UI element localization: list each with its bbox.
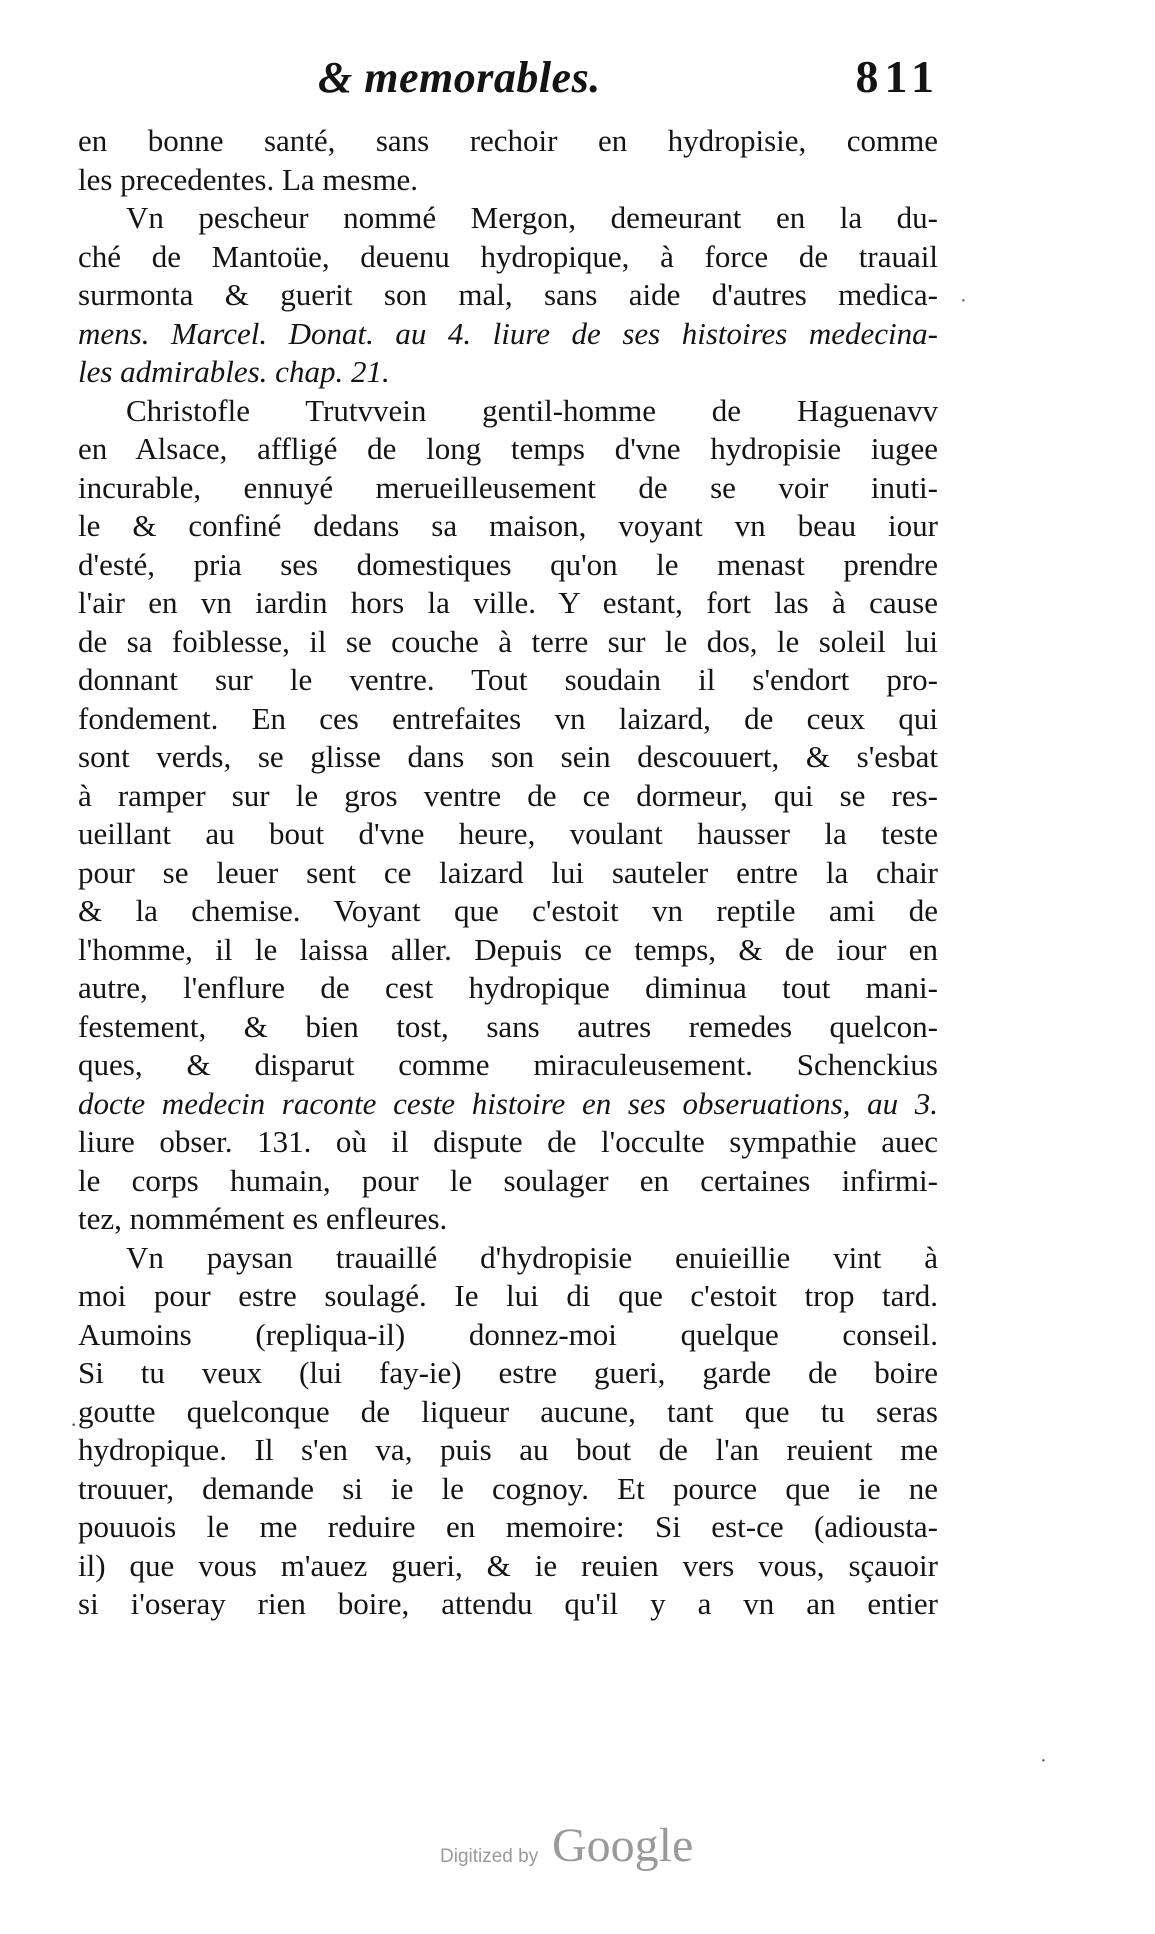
text-line: festement, & bien tost, sans autres remedes quelcon-	[78, 1008, 938, 1044]
text-line: d'esté, pria ses domestiques qu'on le menast prendre	[78, 546, 938, 582]
digitized-by-label: Digitized by	[440, 1846, 539, 1867]
text-line: tez, nommément es enfleures.	[78, 1201, 448, 1236]
paragraph-start-line: Christofle Trutvvein gentil-homme de Haguenavv	[126, 392, 938, 428]
text-line: Si tu veux (lui fay-ie) estre gueri, garde de boire	[78, 1355, 938, 1390]
text-line: l'homme, il le laissa aller. Depuis ce temps, & de iour en	[78, 931, 938, 967]
text-line: fondement. En ces entrefaites vn laizard, de ceux qui	[78, 700, 938, 736]
margin-speck: ·	[1040, 1750, 1047, 1772]
text-line: le & confiné dedans sa maison, voyant vn beau iour	[78, 508, 938, 543]
text-line: sont verds, se glisse dans son sein descouuert, & s'esbat	[78, 739, 938, 774]
citation-line: docte medecin raconte ceste histoire en ses obseruations, au 3.	[78, 1085, 938, 1121]
running-title: & memorables.	[318, 53, 601, 102]
text-line: si i'oseray rien boire, attendu qu'il y a vn an entier	[78, 1586, 938, 1621]
paragraph-start-line: Vn paysan trauaillé d'hydropisie enuieillie vint à	[126, 1239, 938, 1275]
text-line: de sa foiblesse, il se couche à terre sur le dos, le soleil lui	[78, 623, 938, 659]
text-line: goutte quelconque de liqueur aucune, tant que tu seras	[78, 1393, 938, 1429]
text-line: les precedentes. La mesme.	[78, 161, 418, 197]
margin-speck: ·	[70, 1412, 78, 1437]
text-line: ques, & disparut comme miraculeusement. Schenckius	[78, 1047, 938, 1082]
running-head	[300, 52, 940, 112]
text-line: en bonne santé, sans rechoir en hydropisie, comme	[78, 123, 938, 158]
text-line: pour se leuer sent ce laizard lui sauteler entre la chair	[78, 854, 938, 890]
text-line: le corps humain, pour le soulager en certaines infirmi-	[78, 1162, 938, 1198]
text-line: incurable, ennuyé merueilleusement de se voir inuti-	[78, 469, 938, 505]
text-line: ché de Mantoüe, deuenu hydropique, à force de trauail	[78, 238, 938, 274]
citation-line: mens. Marcel. Donat. au 4. liure de ses histoires medecina-	[78, 315, 938, 351]
text-line: il) que vous m'auez gueri, & ie reuien vers vous, sçauoir	[78, 1547, 938, 1583]
margin-speck: ·	[960, 290, 967, 312]
text-line: à ramper sur le gros ventre de ce dormeur, qui se res-	[78, 777, 938, 813]
citation-line: les admirables. chap. 21.	[78, 354, 390, 389]
text-line: autre, l'enflure de cest hydropique diminua tout mani-	[78, 970, 938, 1005]
text-line: pouuois le me reduire en memoire: Si est-ce (adiousta-	[78, 1509, 938, 1544]
text-line: hydropique. Il s'en va, puis au bout de l'an reuient me	[78, 1432, 938, 1467]
text-line: moi pour estre soulagé. Ie lui di que c'estoit trop tard.	[78, 1278, 938, 1313]
text-line: ueillant au bout d'vne heure, voulant hausser la teste	[78, 816, 938, 851]
text-line: en Alsace, affligé de long temps d'vne hydropisie iugee	[78, 431, 938, 466]
digitization-watermark	[440, 1818, 740, 1878]
text-line: trouuer, demande si ie le cognoy. Et pource que ie ne	[78, 1470, 938, 1506]
text-line: donnant sur le ventre. Tout soudain il s'endort pro-	[78, 662, 938, 697]
text-line: l'air en vn iardin hors la ville. Y estant, fort las à cause	[78, 585, 938, 620]
text-line: surmonta & guerit son mal, sans aide d'autres medica-	[78, 277, 938, 312]
text-line: Aumoins (repliqua-il) donnez-moi quelque conseil.	[78, 1316, 938, 1352]
paragraph-start-line: Vn pescheur nommé Mergon, demeurant en la du-	[126, 200, 938, 235]
body-text	[78, 122, 938, 1624]
google-logo: Google	[552, 1819, 694, 1872]
page-number: 811	[855, 51, 940, 102]
text-line: & la chemise. Voyant que c'estoit vn reptile ami de	[78, 893, 938, 928]
text-line: liure obser. 131. où il dispute de l'occulte sympathie auec	[78, 1124, 938, 1159]
